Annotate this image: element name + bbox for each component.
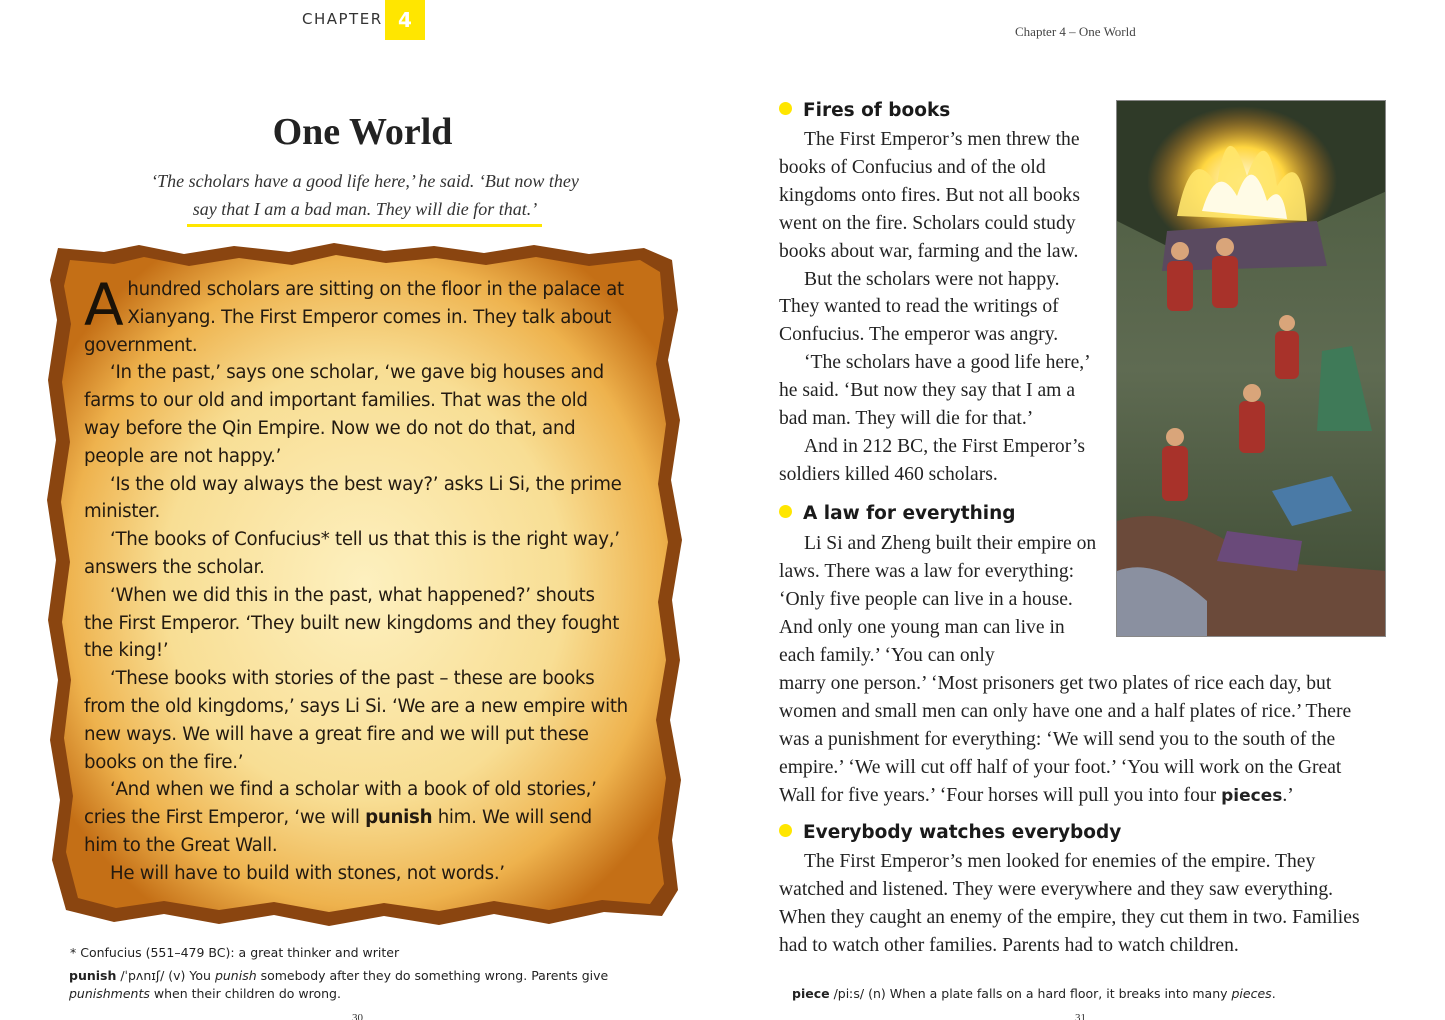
section-body-wide — [779, 670, 1379, 811]
story-paragraph: ‘When we did this in the past, what happened?’ shouts the First Emperor. ‘They built new kingdoms and they fought the king!’ — [84, 584, 620, 662]
drop-cap: A — [84, 271, 124, 339]
story-paragraph: He will have to build with stones, not words.’ — [110, 862, 505, 884]
glossary-term: piece — [792, 986, 830, 1001]
glossary-entry: piece /piːs/ (n) When a plate falls on a hard floor, it breaks into many pieces. — [792, 986, 1276, 1001]
story-paragraph: ‘In the past,’ says one scholar, ‘we gave big houses and farms to our old and important families. That was the old way before the Qin Empire. Now we do not do that, and people are not happy.’ — [84, 362, 604, 467]
section-heading: Everybody watches everybody — [779, 822, 1121, 843]
story-paragraph: ‘The books of Confucius* tell us that this is the right way,’ answers the scholar. — [84, 529, 620, 578]
bullet-dot — [779, 102, 792, 115]
footnote: * Confucius (551–479 BC): a great thinker and writer — [70, 945, 400, 960]
bullet-dot — [779, 505, 792, 518]
paragraph: Li Si and Zheng built their empire on laws. There was a law for everything: ‘Only five people can live in a house. And only one young man can live in each family.’ ‘You can only — [779, 533, 1097, 666]
paragraph: And in 212 BC, the First Emperor’s soldiers killed 460 scholars. — [779, 435, 1086, 485]
chapter-number-badge: 4 — [385, 0, 425, 40]
bullet-dot — [779, 824, 792, 837]
chapter-label: CHAPTER — [302, 10, 383, 28]
section-heading: Fires of books — [779, 100, 950, 121]
glossary-word: pieces — [1221, 785, 1283, 806]
page-number: 31 — [1075, 1012, 1086, 1020]
illustration-art — [1117, 101, 1386, 637]
section-body — [779, 530, 1101, 670]
page-number: 30 — [352, 1012, 363, 1020]
section-heading: A law for everything — [779, 503, 1016, 524]
story-paragraph: A hundred scholars are sitting on the floor in the palace at Xianyang. The First Emperor comes in. They talk about government. — [84, 271, 624, 356]
story-paragraph: ‘These books with stories of the past – these are books from the old kingdoms,’ says Li Si. ‘We are a new empire with new ways. We will have a great fire and we will put these books on the fire.’ — [84, 668, 628, 773]
quote-line: ‘The scholars have a good life here,’ he said. ‘But now they — [151, 171, 579, 191]
quote-line: say that I am a bad man. They will die for that.’ — [192, 199, 538, 219]
paragraph: The First Emperor’s men threw the books of Confucius and of the old kingdoms onto fires. But not all books went on the fire. Scholars could study books about war, farming and the law. — [779, 129, 1080, 262]
glossary-entry: punish /ˈpʌnɪʃ/ (v) You punish somebody after they do something wrong. Parents give punishments when their children do wrong. — [69, 968, 609, 1001]
paragraph: The First Emperor’s men looked for enemies of the empire. They watched and listened. They were everywhere and they saw everything. When they caught an enemy of the empire, they cut them in two. Families had to watch other families. Parents had to watch children. — [779, 851, 1360, 956]
glossary-term: punish — [69, 968, 117, 983]
section-body — [779, 848, 1379, 960]
running-head: Chapter 4 – One World — [1015, 24, 1136, 39]
book-burning-illustration — [1116, 100, 1386, 637]
paragraph-continued: marry one person.’ ‘Most prisoners get two plates of rice each day, but women and small men can only have one and a half plates of rice.’ There was a punishment for everything: ‘We will send you to the south of the empire.’ ‘We will cut off half of your foot.’ ‘You will work on the Great Wall for five years.’ ‘Four horses will pull you into four pieces.’ — [779, 673, 1352, 806]
story-paragraph: ‘Is the old way always the best way?’ asks Li Si, the prime minister. — [84, 473, 622, 523]
paragraph: But the scholars were not happy. They wanted to read the writings of Confucius. The emperor was angry. — [779, 268, 1060, 346]
section-body — [779, 126, 1101, 489]
page-title: One World — [272, 111, 453, 153]
story-paragraph: ‘And when we find a scholar with a book of old stories,’ cries the First Emperor, ‘we will punish him. We will send him to the Great Wall. — [84, 779, 597, 856]
glossary-word: punish — [365, 807, 433, 829]
paragraph: ‘The scholars have a good life here,’ he said. ‘But now they say that I am a bad man. They will die for that.’ — [779, 352, 1090, 430]
